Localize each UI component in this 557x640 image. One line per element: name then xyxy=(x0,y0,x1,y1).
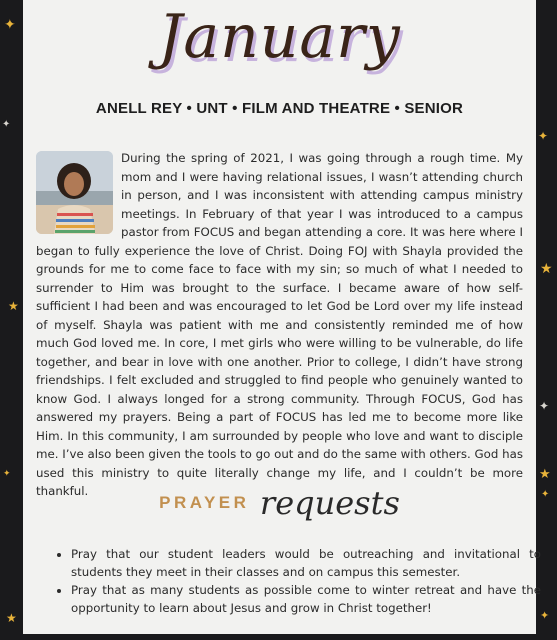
list-item: • Pray that our student leaders would be outreaching and invitational to students they meet in their classes and on campus this semester. xyxy=(71,545,541,581)
star-icon: ★ xyxy=(540,261,553,277)
star-icon: ✦ xyxy=(3,469,11,479)
page-title: January xyxy=(158,2,401,72)
testimony-text: During the spring of 2021, I was going through a rough time. My mom and I were having relational issues, I wasn’t attending church in person, and I was inconsistent with attending campus ministry meetings. In February of that year I was introduced to a campus pastor from FOCUS and began attending a core. It was here where I began to fully experience the love of Christ. Doing FOJ with Shayla provided the grounds for me to come face to face with my sin; so much of what I needed to surrender to Him was brought to the surface. I became aware of how self-sufficient I had been and was encouraged to let God be Lord over my life instead of myself. Shayla was patient with me and consistently reminded me of how much God loved me. In core, I met girls who were willing to be vulnerable, do life together, and bear in love with one another. Prior to college, I didn’t have strong friendships. I felt excluded and struggled to find people who genuinely wanted to know God. I always longed for a strong community. Through FOCUS, God has answered my prayers. Being a part of FOCUS has led me to become more like Him. In this community, I am surrounded by people who love and want to disciple me. I’ve also been given the tools to go out and do the same with others. God has used this ministry to quite literally change my life, and I couldn’t be more thankful. xyxy=(36,151,523,498)
prayer-requests-heading xyxy=(23,484,536,522)
star-icon: ✦ xyxy=(4,17,16,33)
star-icon: ✦ xyxy=(539,399,550,413)
prayer-heading-word: PRAYER xyxy=(159,493,250,512)
star-icon: ✦ xyxy=(541,489,550,500)
star-icon: ✦ xyxy=(2,119,11,130)
student-photo-graphic xyxy=(36,151,113,234)
star-icon: ✦ xyxy=(540,609,550,622)
star-icon: ★ xyxy=(6,611,17,625)
prayer-requests-list xyxy=(54,545,541,617)
star-icon: ✦ xyxy=(538,129,549,143)
requests-heading-word: requests xyxy=(259,484,400,522)
student-photo xyxy=(36,151,113,234)
star-icon: ★ xyxy=(8,299,19,313)
testimony-section xyxy=(36,149,523,501)
newsletter-card xyxy=(23,0,541,634)
list-item: • Pray that as many students as possible come to winter retreat and have the opportunity to learn about Jesus and grow in Christ together! xyxy=(71,581,541,617)
star-icon: ★ xyxy=(539,467,551,482)
page-subtitle: ANELL REY • UNT • FILM AND THEATRE • SENIOR xyxy=(95,100,464,117)
